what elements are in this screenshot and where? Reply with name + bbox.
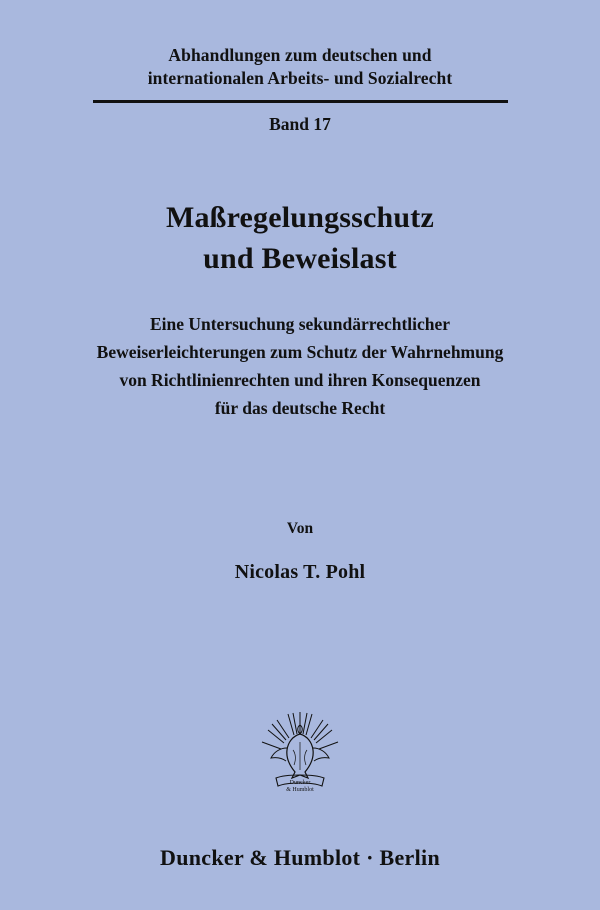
svg-text:Duncker: Duncker — [289, 780, 311, 786]
duncker-humblot-eagle-logo — [250, 702, 350, 802]
volume-number: Band 17 — [269, 114, 331, 134]
book-subtitle-line-3: von Richtlinienrechten und ihren Konsequenzen — [119, 370, 481, 390]
book-title — [50, 197, 550, 279]
publisher-name: Duncker & Humblot · Berlin — [160, 845, 440, 870]
book-subtitle-line-2: Beweiserleichterungen zum Schutz der Wahrnehmung — [96, 342, 504, 362]
horizontal-rule — [93, 100, 508, 103]
svg-text:& Humblot: & Humblot — [286, 787, 314, 793]
book-subtitle-line-1: Eine Untersuchung sekundärrechtlicher — [149, 314, 451, 334]
series-title — [85, 44, 515, 90]
book-subtitle-line-4: für das deutsche Recht — [214, 398, 386, 418]
book-subtitle — [60, 310, 540, 422]
author-name: Nicolas T. Pohl — [234, 561, 366, 583]
book-title-line-1: Maßregelungsschutz — [165, 201, 435, 234]
series-title-line-2: internationalen Arbeits- und Sozialrecht — [147, 68, 453, 88]
book-title-line-2: und Beweislast — [203, 242, 397, 275]
series-title-line-1: Abhandlungen zum deutschen und — [168, 45, 432, 65]
byline-label: Von — [286, 520, 314, 537]
